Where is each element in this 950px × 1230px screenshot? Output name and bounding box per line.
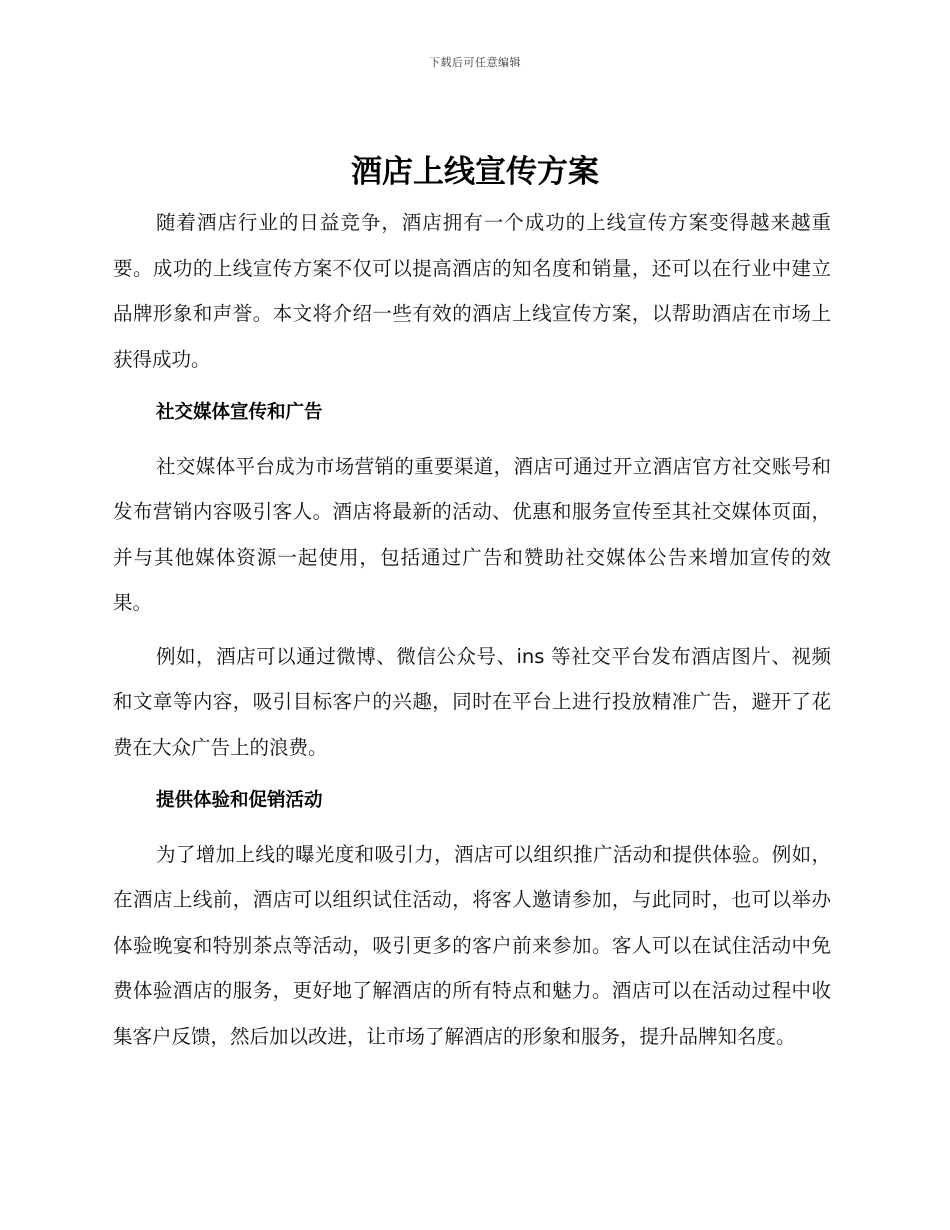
social-media-paragraph-2: 例如，酒店可以通过微博、微信公众号、ins 等社交平台发布酒店图片、视频和文章等内容，吸引目标客户的兴趣，同时在平台上进行投放精准广告，避开了花费在大众广告上的浪费。 <box>113 644 831 759</box>
intro-paragraph: 随着酒店行业的日益竞争，酒店拥有一个成功的上线宣传方案变得越来越重要。成功的上线宣传方案不仅可以提高酒店的知名度和销量，还可以在行业中建立品牌形象和声誉。本文将介绍一些有效的酒店上线宣传方案，以帮助酒店在市场上获得成功。 <box>113 211 831 371</box>
document-body <box>113 200 831 1059</box>
header-note: 下载后可任意编辑 <box>429 56 521 69</box>
page-title: 酒店上线宣传方案 <box>351 154 599 190</box>
experience-promotion-paragraph: 为了增加上线的曝光度和吸引力，酒店可以组织推广活动和提供体验。例如，在酒店上线前，酒店可以组织试住活动，将客人邀请参加，与此同时，也可以举办体验晚宴和特别茶点等活动，吸引更多的客户前来参加。客人可以在试住活动中免费体验酒店的服务，更好地了解酒店的所有特点和魅力。酒店可以在活动过程中收集客户反馈，然后加以改进，让市场了解酒店的形象和服务，提升品牌知名度。 <box>113 842 831 1048</box>
social-media-paragraph-1: 社交媒体平台成为市场营销的重要渠道，酒店可通过开立酒店官方社交账号和发布营销内容吸引客人。酒店将最新的活动、优惠和服务宣传至其社交媒体页面，并与其他媒体资源一起使用，包括通过广告和赞助社交媒体公告来增加宣传的效果。 <box>113 454 831 614</box>
section-heading-experience-promotion: 提供体验和促销活动 <box>156 790 323 811</box>
section-heading-social-media: 社交媒体宣传和广告 <box>156 402 323 423</box>
